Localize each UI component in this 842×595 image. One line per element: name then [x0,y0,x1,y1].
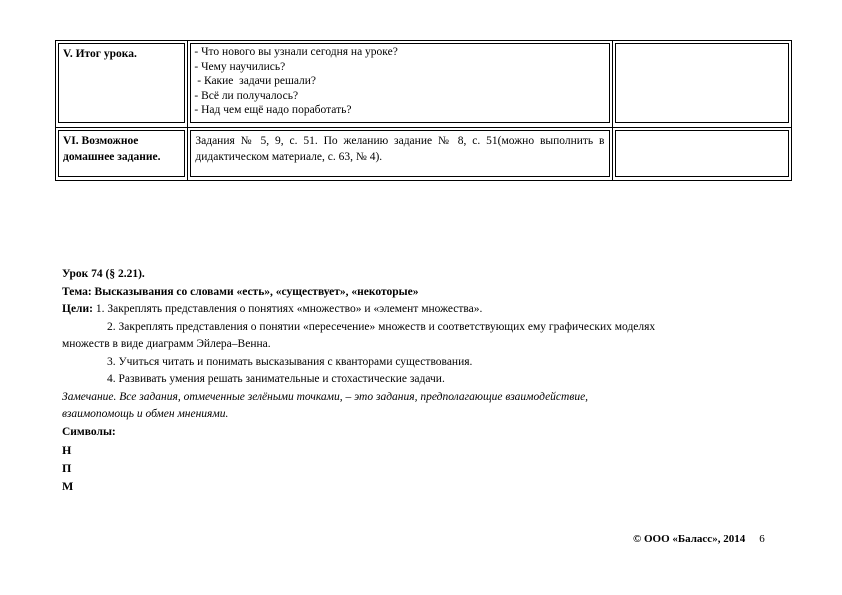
copyright: © ООО «Баласс», 2014 [633,533,746,545]
homework-text: Задания № 5, 9, с. 51. По желанию задание № 8, с. 51(можно выполнить в дидактическом материале, с. 63, № 4). [195,134,605,163]
content-cell [188,41,612,128]
lesson-goal-1 [62,301,782,319]
symbols-label: Символы: [62,425,116,438]
lesson-goal-4: 4. Развивать умения решать занимательные и стохастические задачи. [107,373,445,385]
lesson-note: Замечание. Все задания, отмеченные зелёными точками, – это задания, предполагающие взаимодействие, [62,390,589,403]
stage-cell [56,41,188,128]
lesson-goal-2-cont: множеств в виде диаграмм Эйлера–Венна. [62,338,271,350]
goals-label: Цели: [62,303,93,315]
stage-title: VI. Возможное домашнее задание. [63,134,161,163]
page-number: 6 [759,533,765,545]
symbol-n: Н [62,443,72,457]
notes-cell [612,41,792,128]
table-row [56,127,792,180]
lesson-goal-3: 3. Учиться читать и понимать высказывания с кванторами существования. [107,355,473,368]
table-row [56,41,792,128]
list-item: - Что нового вы узнали сегодня на уроке? [194,46,398,58]
list-item: - Над чем ещё надо поработать? [194,104,352,116]
content-cell [188,127,612,180]
question-list [190,43,609,123]
goal-text: 1. Закреплять представления о понятиях «множество» и «элемент множества». [92,303,483,315]
stage-title: V. Итог урока. [63,48,137,60]
lesson-section [62,266,782,495]
symbol-m: М [62,479,74,493]
stage-cell [56,127,188,180]
symbol-p: П [62,461,72,475]
lesson-note-cont: взаимопомощь и обмен мнениями. [62,408,229,420]
notes-cell [612,127,792,180]
topic-label: Тема: [62,285,92,298]
lesson-goal-2: 2. Закреплять представления о понятии «пересечение» множеств и соответствующих ему графических моделях [107,320,656,333]
lesson-topic [62,284,782,302]
topic-text: Высказывания со словами «есть», «существует», «некоторые» [91,285,419,298]
page-footer [633,533,765,545]
list-item: - Всё ли получалось? [194,89,299,102]
list-item: - Чему научились? [194,60,286,73]
list-item: - Какие задачи решали? [194,75,317,87]
lesson-plan-table [55,40,792,181]
lesson-title: Урок 74 (§ 2.21). [62,268,145,280]
